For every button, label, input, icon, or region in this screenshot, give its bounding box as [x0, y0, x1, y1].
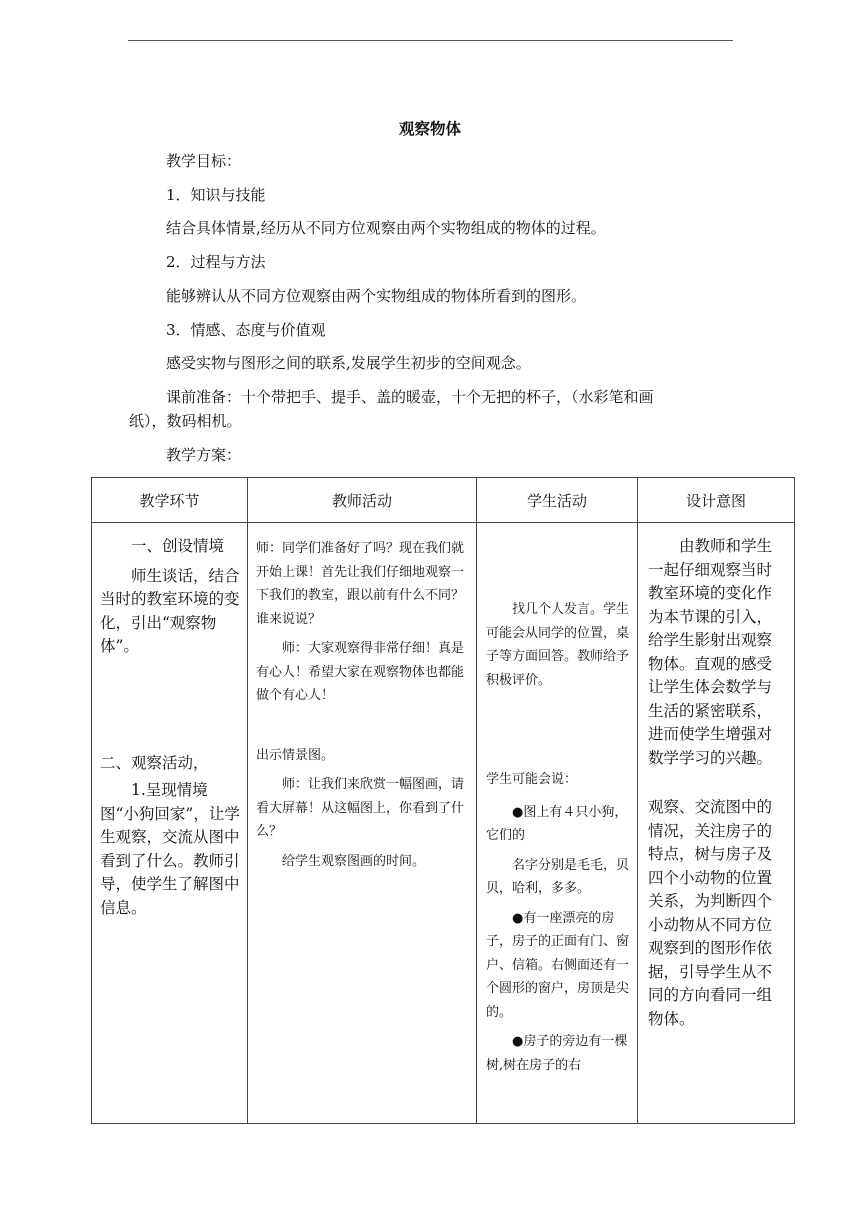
header-rule	[128, 40, 733, 41]
student-para2: 学生可能会说：	[486, 772, 578, 787]
table-header-row	[92, 478, 795, 523]
teacher-cell	[248, 523, 477, 1124]
student-para6: ●房子的旁边有一棵树,树在房子的右	[486, 1034, 628, 1073]
student-para4: 名字分别是毛毛，贝贝，哈利，多多。	[486, 857, 630, 896]
prep-line2: 纸），数码相机。	[129, 412, 242, 430]
teacher-para5: 给学生观察图画的时间。	[282, 853, 426, 869]
header-intent: 设计意图	[638, 478, 795, 523]
page-title: 观察物体	[398, 119, 461, 138]
teacher-para4: 师：让我们来欣赏一幅图画，请看大屏幕！从这幅图上，你看到了什么？	[256, 777, 465, 839]
teacher-para2: 师：大家观察得非常仔细！真是有心人！希望大家在观察物体也都能做个有心人！	[256, 641, 465, 703]
stage-section1-text: 师生谈话，结合当时的教室环境的变化，引出“观察物体”。	[100, 566, 240, 655]
student-cell	[477, 523, 638, 1124]
header-student: 学生活动	[477, 478, 638, 523]
header-stage: 教学环节	[92, 478, 248, 523]
student-para1: 找几个人发言。学生可能会从同学的位置，桌子等方面回答。教师给予积极评价。	[486, 602, 630, 688]
plan-heading: 教学方案：	[166, 446, 242, 464]
goal1-heading: 1．知识与技能	[166, 186, 266, 204]
lesson-plan-table	[91, 477, 795, 1124]
intent-cell	[638, 523, 795, 1124]
stage-section2-text: 1.呈现情境图“小狗回家”，让学生观察，交流从图中看到了什么。教师引导，使学生了解图中信息。	[100, 781, 240, 917]
goal1-text: 结合具体情景,经历从不同方位观察由两个实物组成的物体的过程。	[166, 219, 606, 237]
goal2-text: 能够辨认从不同方位观察由两个实物组成的物体所看到的图形。	[166, 287, 587, 305]
goal3-text: 感受实物与图形之间的联系,发展学生初步的空间观念。	[166, 354, 531, 372]
stage-section1-title: 一、创设情境	[131, 537, 225, 555]
stage-section2-title: 二、观察活动，	[100, 753, 209, 772]
teacher-para3: 出示情景图。	[256, 747, 335, 763]
table-row	[92, 523, 795, 1124]
goal2-heading: 2．过程与方法	[166, 253, 266, 271]
goal3-heading: 3．情感、态度与价值观	[166, 321, 326, 339]
student-para3: ●图上有４只小狗，它们的	[486, 804, 628, 843]
teacher-para1: 师：同学们准备好了吗？现在我们就开始上课！首先让我们仔细地观察一下我们的教室，跟以前有什么不同？谁来说说？	[256, 541, 465, 627]
header-teacher: 教师活动	[248, 478, 477, 523]
stage-cell	[92, 523, 248, 1124]
intent-para1: 由教师和学生一起仔细观察当时教室环境的变化作为本节课的引入，给学生影射出观察物体。直观的感受让学生体会数学与生活的紧密联系，进而使学生增强对数学学习的兴趣。	[648, 537, 773, 767]
prep-line1: 课前准备：十个带把手、提手、盖的暖壶，十个无把的杯子，（水彩笔和画	[166, 388, 654, 406]
student-para5: ●有一座漂亮的房子，房子的正面有门、窗户、信箱。右侧面还有一个圆形的窗户，房顶是尖的。	[486, 910, 630, 1020]
goals-heading: 教学目标：	[166, 152, 242, 170]
intent-para2: 观察、交流图中的情况，关注房子的特点，树与房子及四个小动物的位置关系，为判断四个小动物从不同方位观察到的图形作依据，引导学生从不同的方向看同一组物体。	[648, 798, 773, 1028]
